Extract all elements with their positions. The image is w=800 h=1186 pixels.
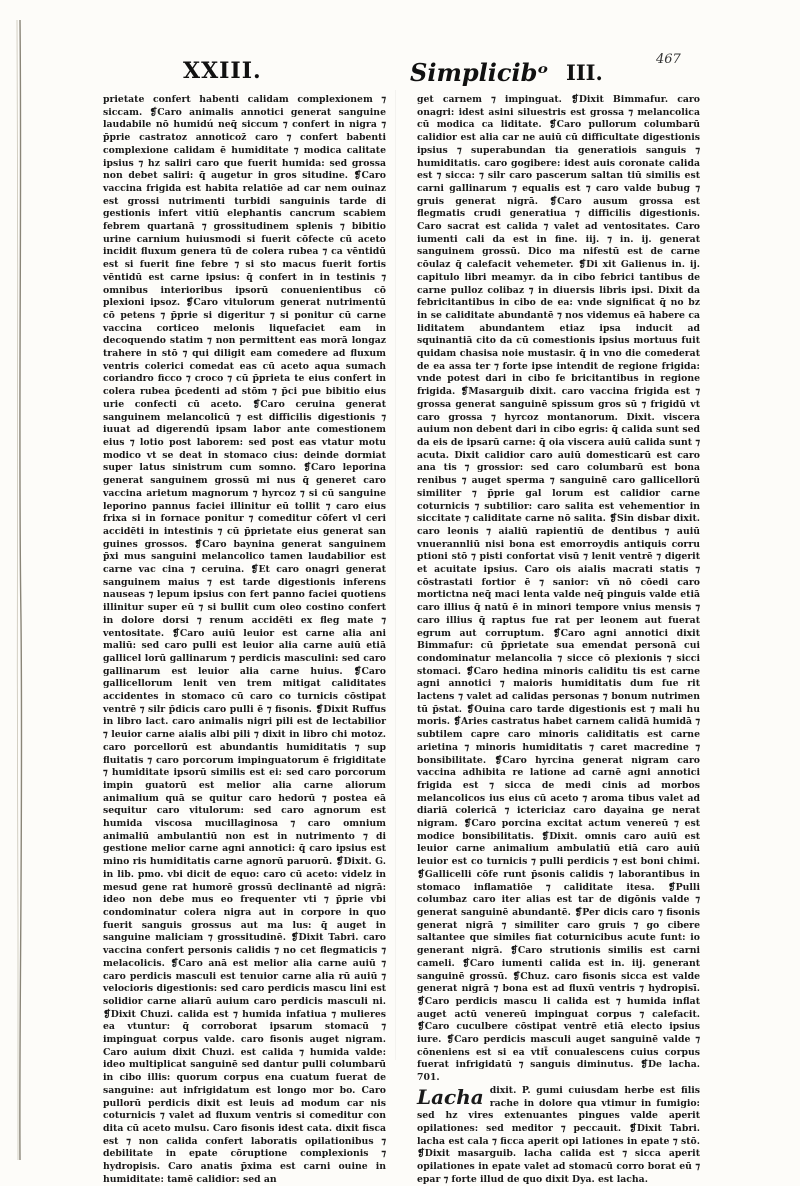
- running-header-number: III.: [566, 60, 603, 85]
- left-column-text: prietate confert habenti calidam complexionem ⁠⁊ siccam. ❡Caro animalis annotici generat sanguine laudabile nō humidú neq̄ siccum ⁊ confert in nigra ⁊ p̄prie castratoz annoticoz̄ caro ⁊ confert babenti complexione calidam ē humiditate ⁊ modica calitate ipsius ⁊ hz saliri caro que fuerit humida: sed grossa non debet saliri: q̄ augetur in gros situdine. ❡Caro vaccina frigida est habita relatiōe ad car nem ouinaz est grossi nutrimenti turbidi sanguinis tarde di gestionis infert vitiū elephantis cancrum scabiem febrem quartanā ⁊ grossitudinem splenis ⁊ bibitio urine carnium huiusmodi si fuerit cōfecte cū aceto incidit fluxum genera tū de colera rubea ⁊ ca vēntidū est si fuerit fine febre ⁊ si sto macus fuerit fortis vēntidū est carne ipsius: q̄ confert in in testinis ⁊ omnibus interioribus ipsorū conuenientibus cō plexioni ipsoz. ❡Caro vitulorum generat nutrimentū cō petens ⁊ p̄prie si digeritur ⁊ si ponitur cū carne vaccina corticeo melonis liquefaciet eam in decoquendo statim ⁊ non permittent eas morā longaz trahere in stō ⁊ qui diligit eam comedere ad fluxum ventris colerici comedat eas cū aceto aqua sumach coriandro ficco ⁊ croco ⁊ cū p̄prieta te eius confert in colera rubea p̄cedenti ad stōm ⁊ p̄ci pue bibitio eius urie confecti cū aceto. ❡Caro ceruina generat sanguinem melancolicū ⁊ est difficilis digestionis ⁊ iuuat ad digerendū ipsam labor ante comestionem eius ⁊ lotio post laborem: sed post eas vtatur motu modico vt se deat in stomaco cius: deinde dormiat super latus sinistrum cum somno. ❡Caro leporina generat sanguinem grossū mi nus q̄ generet caro vaccina arietum magnorum ⁊ hyrcoz ⁊ si cū sanguine leporino pannus faciei illinitur eū tollit ⁊ caro eius frixa si in fornace ponitur ⁊ comeditur cōfert vl ceri accidēti in intestinis ⁊ cū p̄prietate eius generat san guines grossos. ❡Caro baynina generat sanguinem p̄xi mus sanguini melancolico tamen laudabilior est carne vac cina ⁊ ceruina. ❡Et caro onagri generat sanguinem maius ⁊ est tarde digestionis inferens nauseas ⁊ lepum ipsius con fert panno faciei quotiens illinitur super eū ⁊ si bullit cum oleo costino confert in dolore dorsi ⁊ renum accidēti ex fleg mate ⁊ ventositate. ❡Caro auiū leuior est carne alia ani maliū: sed caro pulli est leuior alia carne auiū etiā gallicel lorū gallinarum ⁊ perdicis masculini: sed caro gallinarum est leuior alia carne huius. ❡Caro gallicellorum lenit ven trem mitigat caliditates accidentes in stomaco cū caro co turnicis cōstipat ventrē ⁊ silr p̄dicis caro pulli ē ⁊ fisonis. ❡Dixit Ruffus in libro lact. caro animalis nigri pili est de lectabilior ⁊ leuior carne aialis albi pili ⁊ dixit in libro chi motoz. caro porcellorū est abundantis humiditatis ⁊ sup fluitatis ⁊ caro porcorum impinguatorum ē frigiditate ⁊ humiditate ipsorū similis est ei: sed caro porcorum impin guatorū est melior alia carne aliorum animalium quā se quitur caro hedorū ⁊ postea eā sequitur caro vitulorum: sed caro agnorum est humida viscosa mucillaginosa ⁊ caro omnium animaliū ambulantiū non est in nutrimento ⁊ di gestione melior carne agni annotici: q̄ caro ipsius est mino ris humiditatis carne agnorū paruorū. ❡Dixit. G. in lib. pmo. vbi dicit de equo: caro cū aceto: videlz in mesud gene rat humorē grossū declinantē ad nigrā: ideo non debe mus eo frequenter vti ⁊ p̄prie vbi condominatur colera nigra aut in corpore in quo fuerit sanguis grossus aut ma lus: q̄ auget in sanguine maliciam ⁊ grossitudinē. ❡Dixit Tabri. caro vaccina confert personis calidis ⁊ no cet flegmaticis ⁊ melacolicis. ❡Caro anā est melior alia carne auiū ⁊ caro perdicis masculi est tenuior carne alia rū auiū ⁊ velocioris digestionis: sed caro perdicis mascu lini est solidior carne aliarū auium caro perdicis masculi ni. ❡Dixit Chuzi. calida est ⁊ humida infatiua ⁊ mulieres ea vtuntur: q̄ corroborat ipsarum stomacū ⁊ impinguat corpus valde. caro fisonis auget nigram. Caro auium dixit Chuzi. est calida ⁊ humida valde: ideo multiplicat sanguinē sed dantur pulli columbarū in cibo illis: quorum corpus ena cuatum fuerat de sanguine: aut infrigidatum est longo mor bo. Caro pullorū perdicis dixit est leuis ad modum car nis coturnicis ⁊ valet ad fluxum ventris si comeditur con dita cū aceto mulsu. Caro fisonis idest cata. dixit fisca est ⁊ non calida confert laboratis opilationibus ⁊ debilitate in epate cōruptione complexionis ⁊ hydropisis. Caro anatis p̄xima est carni ouine in humiditate: tamē calidior: sed an: [103, 94, 386, 1185]
- right-text-column: [417, 94, 700, 1185]
- lacha-entry-text: dixit. P. gumi cuiusdam herbe est filis rache in dolore qua vtimur in fumigio: sed hz vires extenuantes pingues valde aperit opilationes: sed meditor ⁊ peccauit. ❡Dixit Tabri. lacha est cala ⁊ ficca aperit opi lationes in epate ⁊ stō. ❡Dixit masarguib. lacha calida est ⁊ sicca aperit opilationes in epate valet ad stomacū corro borat eū ⁊ epar ⁊ forte illud de quo dixit Dya. est lacha.: [417, 1084, 700, 1185]
- page-edge-binding: [14, 20, 26, 1160]
- running-header-left: XXIII.: [183, 58, 262, 84]
- running-header-title: Simplicibᵒ: [410, 58, 549, 87]
- right-column-text: get carnem ⁊ impinguat. ❡Dixit Bimmafur. caro onagri: idest asini siluestris est grossa ⁊ melancolica cū modica ca liditate. ❡Caro pullorum columbarū calidior est alia car ne auiū cū difficultate digestionis ipsius ⁊ superabundan tia generatiois sanguis ⁊ humiditatis. caro gogibere: idest auis coronate calida est ⁊ sicca: ⁊ silr caro pascerum saltan tiū similis est carni gallinarum ⁊ equalis est ⁊ caro valde bubug ⁊ gruis generat nigrā. ❡Caro ausum grossa est flegmatis crudi generatiua ⁊ difficilis digestionis. Caro sacrat est calida ⁊ valet ad ventositates. Caro iumenti cali da est in fine. iij. ⁊ in. ij. generat sanguinem grossū. Dico ma nifestū est de carne cōulaz q̄ calefacit vehemeter. ❡Di xit Galienus in. ij. capitulo libri meamyr. da in cibo febrici tantibus de carne pulloz colibaz ⁊ in diuersis libris ipsi. Dixit da febricitantibus in cibo de ea: vnde significat q̄ no bz in se caliditate abundantē ⁊ nos videmus eā habere ca liditatem abundantem etiaz ipsa inducit ad squinantiā cito da cū comestionis ipsius mortuus fuit quidam chasisa noie mustasir. q̄ in vno die comederat de ea assa ter ⁊ forte ipse intendit de regione frigida: vnde potest dari in cibo fe bricitantibus in regione frigida. ❡Masarguib dixit. caro vaccina frigida est ⁊ grossa generat sanguinē spissum gros sū ⁊ frigidū vt caro grossa ⁊ hyrcoz montanorum. Dixit. viscera auium non debent dari in cibo egris: q̄ calida sunt sed da eis de ipsarū carne: q̄ oia viscera auiū calida sunt ⁊ acuta. Dixit calidior caro auiū domesticarū est caro ana tis ⁊ grossior: sed caro columbarū est bona renibus ⁊ auget sperma ⁊ sanguinē caro gallicellorū similiter ⁊ p̄prie gal lorum est calidior carne coturnicis ⁊ subtilior: caro salita est vehementior in siccitate ⁊ caliditate carne nō salita. ❡Sin disbar dixit. caro leonis ⁊ aialiū rapientiū de dentibus ⁊ auiū vnuerannliū nisi bona est emorroydis antiquis corru ptioni stō ⁊ pisti confortat visū ⁊ lenit ventrē ⁊ digerit et acuitate ipsius. Caro ois aialis macrati statis ⁊ cōstrastati fortior ē ⁊ sanior: vn̄ nō cōedi caro mortictna neq̄ maci lenta valde neq̄ pinguis valde etiā caro illius q̄ natū ē in minori tempore vnius mensis ⁊ caro illius q̄ raptus fue rat per leonem aut fuerat egrum aut corruptum. ❡Caro agni annotici dixit Bimmafur: cū p̄prietate sua emendat personā cui condominatur melancolia ⁊ sicce cō plexionis ⁊ sicci stomaci. ❡Caro hedina minoris caliditu tis est carne agni annotici ⁊ maioris humiditatis dum fue rit lactens ⁊ valet ad calidas personas ⁊ bonum nutrimen tū p̄stat. ❡Ouina caro tarde digestionis est ⁊ mali hu moris. ❡Aries castratus habet carnem calidā humidā ⁊ subtilem capre caro minoris caliditatis est carne arietina ⁊ minoris humiditatis ⁊ caret macredine ⁊ bonsibilitate. ❡Caro hyrcina generat nigram caro vaccina adhibita re latione ad carnē agni annotici frigida est ⁊ sicca de medi cinis ad morbos melancolicos ius eius cū aceto ⁊ aroma tibus valet ad diariā colericā ⁊ ictericiaz caro dayaina ge nerat nigram. ❡Caro porcina excitat actum venereū ⁊ est modice bonsibilitatis. ❡Dixit. omnis caro auiū est leuior carne animalium ambulatiū etiā caro auiū leuior est co turnicis ⁊ pulli perdicis ⁊ est boni chimi. ❡Gallicelli cōfe runt p̄sonis calidis ⁊ laborantibus in stomaco inflamatiōe ⁊ caliditate itesa. ❡Pulli columbaz caro iter alias est tar de digōnis valde ⁊ generat sanguinē abundantē. ❡Per dicis caro ⁊ fisonis generat nigrā ⁊ similiter caro gruis ⁊ go cibere saltantee que similes fiat coturnicibus acute funt: io generant nigrā. ❡Caro strutionis similis est carni cameli. ❡Caro iumenti calida est in. iij. generant sanguinē grossū. ❡Chuz. caro fisonis sicca est valde generat nigrā ⁊ bona est ad fluxū ventris ⁊ hydropisī. ❡Caro perdicis mascu li calida est ⁊ humida inflat auget actū venereū impinguat corpus ⁊ calefacit. ❡Caro cuculbere cōstipat ventrē etiā electo ipsius iure. ❡Caro perdicis masculi auget sanguinē valde ⁊ cōneniens est si ea vtit̄ conualescens cuius corpus fuerat infrigidatū ⁊ sanguis diminutus. ❡De lacha. 701.: [417, 94, 700, 1084]
- lacha-entry: [417, 1085, 700, 1186]
- folio-number: 467: [656, 52, 681, 67]
- gutter-line: [395, 90, 396, 1060]
- lacha-entry-heading: Lacha: [417, 1084, 484, 1109]
- left-text-column: [103, 94, 386, 1185]
